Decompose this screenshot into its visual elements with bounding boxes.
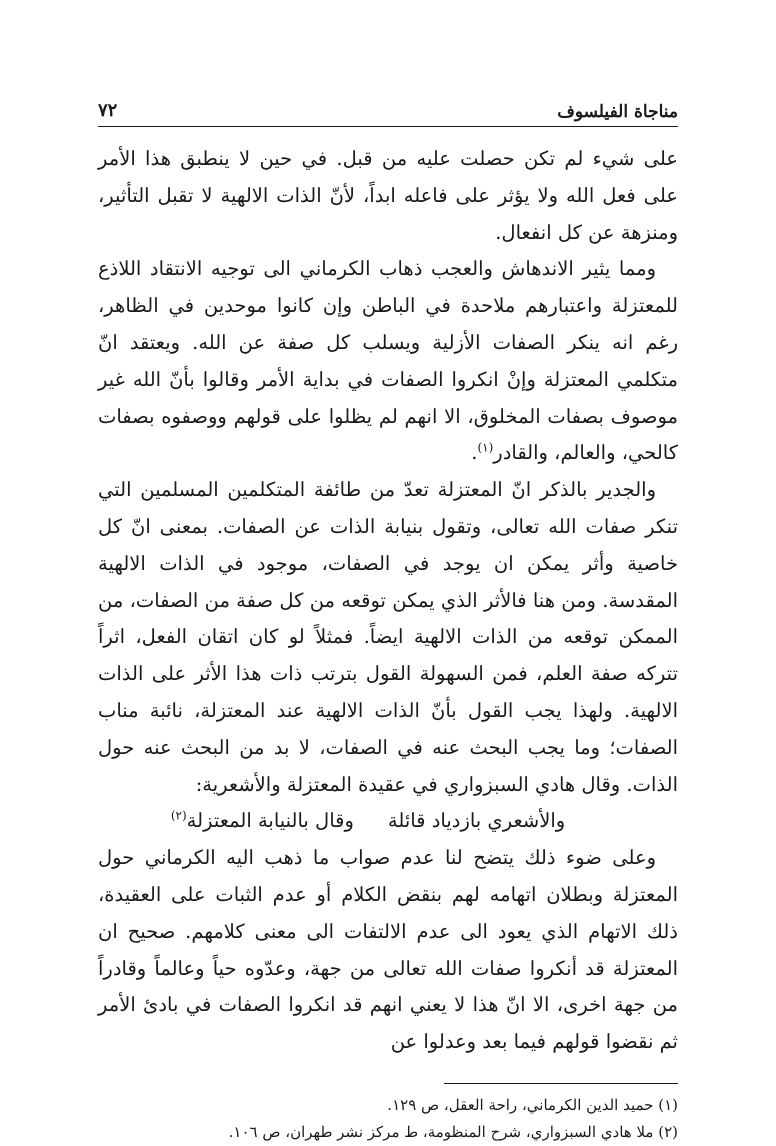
verse-first-hemistich: والأشعري بازدياد قائلة [387,809,566,833]
paragraph-2-period: . [471,441,478,465]
verse-second-hemistich-text: وقال بالنيابة المعتزلة [186,809,354,833]
footnote-ref-2: (٢) [170,808,187,823]
body-text [98,141,678,803]
book-page [98,96,678,1146]
paragraph-3: والجدير بالذكر انّ المعتزلة تعدّ من طائفة المتكلمين المسلمين التي تنكر صفات الله تعالى، وتقول بنيابة الذات عن الصفات. بمعنى انّ كل خاصية وأثر يمكن ان يوجد في الصفات، موجود في الذات الالهية المقدسة. ومن هنا فالأثر الذي يمكن توقعه من كل صفة من الصفات، من الممكن توقعه من الذات الالهية ايضاً. فمثلاً لو كان اتقان الفعل، اثراً تتركه صفة العلم، فمن السهولة القول بترتب ذات هذا الأثر على الذات الالهية. ولهذا يجب القول بأنّ الذات الالهية عند المعتزلة، نائبة مناب الصفات؛ وما يجب البحث عنه في الصفات، لا بد من البحث عنه حول الذات. وقال هادي السبزواري في عقيدة المعتزلة والأشعرية: [98,478,678,796]
running-title: مناجاة الفيلسوف [557,102,678,122]
footnote-ref-1: (١) [477,440,494,455]
verse [98,803,678,840]
verse-second-hemistich [171,803,354,840]
footnote-1: (١) حميد الدين الكرماني، راحة العقل، ص ١٢٩. [387,1095,678,1114]
footnote-divider [444,1083,678,1084]
footnote-2: (٢) ملا هادي السبزواري، شرح المنظومة، ط مركز نشر طهران، ص ١٠٦. [228,1122,678,1141]
page-number: ٧٢ [98,100,118,121]
body-text-continued [98,840,678,1061]
paragraph-2 [98,251,678,472]
paragraph-2-text: ومما يثير الاندهاش والعجب ذهاب الكرماني الى توجيه الانتقاد اللاذع للمعتزلة واعتبارهم ملاحدة في الباطن وإن كانوا موحدين في الظاهر، رغم انه ينكر الصفات الأزلية ويسلب كل صفة عن الله. ويعتقد انّ متكلمي المعتزلة وإنْ انكروا الصفات في بداية الأمر وقالوا بأنّ الله غير موصوف بصفات المخلوق، الا انهم لم يظلوا على قولهم ووصفوه بصفات كالحي، والعالم، والقادر [98,257,678,465]
running-head [98,96,678,127]
paragraph-4: وعلى ضوء ذلك يتضح لنا عدم صواب ما ذهب اليه الكرماني حول المعتزلة وبطلان اتهامه لهم بنقض الكلام أو عدم الثبات على العقيدة، ذلك الاتهام الذي يعود الى عدم الالتفات الى معنى كلامهم. صحيح ان المعتزلة قد أنكروا صفات الله تعالى من جهة، وعدّوه حياً وعالماً وقادراً من جهة اخرى، الا انّ هذا لا يعني انهم قد انكروا الصفات في بادئ الأمر ثم نقضوا قولهم فيما بعد وعدلوا عن [98,846,678,1054]
footnotes [98,1092,678,1146]
paragraph-1: على شيء لم تكن حصلت عليه من قبل. في حين لا ينطبق هذا الأمر على فعل الله ولا يؤثر على فاعله ابداً، لأنّ الذات الالهية لا تقبل التأثير، ومنزهة عن كل انفعال. [98,147,678,244]
